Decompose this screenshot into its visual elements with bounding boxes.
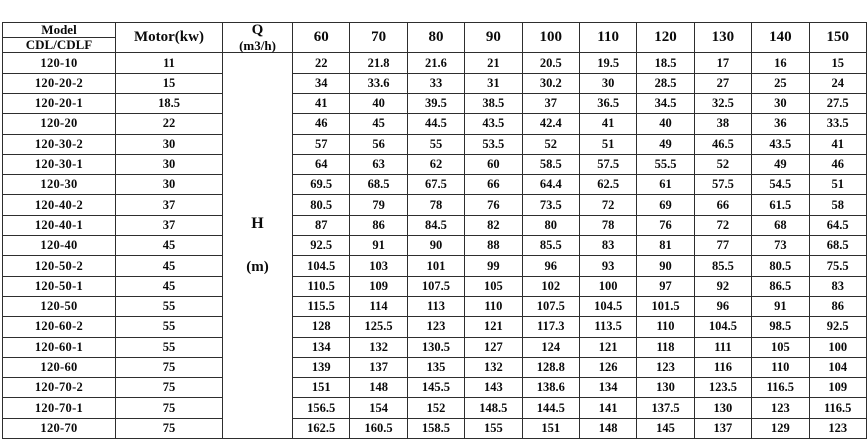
table-row [3,378,867,398]
flow-column-header: 140 [752,23,809,53]
flow-column-header: 110 [579,23,636,53]
head-value-cell: 32.5 [694,93,751,113]
model-cell: 120-60-2 [3,317,116,337]
head-value-cell: 61.5 [752,195,809,215]
head-value-cell: 62.5 [579,175,636,195]
table-header [3,23,867,53]
model-cell: 120-30-2 [3,134,116,154]
head-value-cell: 55 [407,134,464,154]
head-value-cell: 61 [637,175,694,195]
head-value-cell: 30 [752,93,809,113]
head-value-cell: 57 [293,134,350,154]
head-value-cell: 41 [809,134,866,154]
table-row [3,276,867,296]
head-value-cell: 104.5 [579,296,636,316]
head-value-cell: 105 [465,276,522,296]
motor-power-cell: 55 [116,337,223,357]
head-value-cell: 151 [522,418,579,438]
head-value-cell: 109 [809,378,866,398]
table-row [3,53,867,73]
head-value-cell: 58.5 [522,154,579,174]
head-value-cell: 116 [694,357,751,377]
motor-power-cell: 55 [116,317,223,337]
model-cell: 120-50 [3,296,116,316]
head-value-cell: 30.2 [522,73,579,93]
model-cell: 120-70 [3,418,116,438]
head-value-cell: 40 [637,114,694,134]
head-value-cell: 30 [579,73,636,93]
head-value-cell: 100 [809,337,866,357]
model-cell: 120-70-2 [3,378,116,398]
head-value-cell: 145.5 [407,378,464,398]
head-value-cell: 43.5 [752,134,809,154]
head-value-cell: 148 [579,418,636,438]
head-value-cell: 134 [579,378,636,398]
head-value-cell: 101 [407,256,464,276]
model-series-header: CDL/CDLF [3,38,116,53]
head-value-cell: 151 [293,378,350,398]
head-value-cell: 44.5 [407,114,464,134]
head-value-cell: 86 [350,215,407,235]
head-value-cell: 20.5 [522,53,579,73]
head-value-cell: 78 [579,215,636,235]
head-value-cell: 16 [752,53,809,73]
head-value-cell: 58 [809,195,866,215]
head-value-cell: 25 [752,73,809,93]
head-value-cell: 123 [407,317,464,337]
motor-power-cell: 45 [116,256,223,276]
head-value-cell: 46 [293,114,350,134]
head-value-cell: 88 [465,236,522,256]
head-value-cell: 78 [407,195,464,215]
model-cell: 120-60 [3,357,116,377]
head-value-cell: 67.5 [407,175,464,195]
head-value-cell: 128 [293,317,350,337]
head-value-cell: 64.4 [522,175,579,195]
head-value-cell: 99 [465,256,522,276]
head-value-cell: 91 [752,296,809,316]
table-row [3,296,867,316]
head-value-cell: 123 [637,357,694,377]
model-cell: 120-20 [3,114,116,134]
flow-column-header: 130 [694,23,751,53]
flow-symbol: Q [251,22,264,38]
head-value-cell: 130.5 [407,337,464,357]
model-cell: 120-40 [3,236,116,256]
head-value-cell: 123.5 [694,378,751,398]
head-value-cell: 21.6 [407,53,464,73]
head-value-cell: 97 [637,276,694,296]
head-value-cell: 49 [752,154,809,174]
head-value-cell: 83 [579,236,636,256]
head-value-cell: 91 [350,236,407,256]
motor-power-cell: 75 [116,418,223,438]
head-value-cell: 107.5 [522,296,579,316]
head-value-cell: 76 [637,215,694,235]
head-value-cell: 103 [350,256,407,276]
table-row [3,317,867,337]
head-value-cell: 46.5 [694,134,751,154]
head-value-cell: 107.5 [407,276,464,296]
head-value-cell: 15 [809,53,866,73]
head-value-cell: 105 [752,337,809,357]
motor-header: Motor(kw) [116,23,223,53]
head-value-cell: 51 [809,175,866,195]
head-value-cell: 92 [694,276,751,296]
head-value-cell: 33.6 [350,73,407,93]
head-value-cell: 125.5 [350,317,407,337]
head-value-cell: 60 [465,154,522,174]
head-value-cell: 68.5 [350,175,407,195]
head-value-cell: 38 [694,114,751,134]
head-unit: (m) [246,259,269,276]
head-value-cell: 80.5 [752,256,809,276]
head-value-cell: 77 [694,236,751,256]
head-value-cell: 75.5 [809,256,866,276]
motor-power-cell: 18.5 [116,93,223,113]
head-value-cell: 137 [350,357,407,377]
head-value-cell: 110 [465,296,522,316]
motor-power-cell: 22 [116,114,223,134]
model-cell: 120-50-2 [3,256,116,276]
pump-performance-table [2,22,867,439]
head-value-cell: 64.5 [809,215,866,235]
head-value-cell: 110.5 [293,276,350,296]
head-value-cell: 46 [809,154,866,174]
flow-column-header: 150 [809,23,866,53]
head-value-cell: 90 [407,236,464,256]
head-value-cell: 138.6 [522,378,579,398]
head-value-cell: 115.5 [293,296,350,316]
head-value-cell: 116.5 [752,378,809,398]
head-value-cell: 31 [465,73,522,93]
head-value-cell: 143 [465,378,522,398]
head-value-cell: 134 [293,337,350,357]
table-row [3,195,867,215]
motor-power-cell: 55 [116,296,223,316]
head-value-cell: 53.5 [465,134,522,154]
head-value-cell: 124 [522,337,579,357]
motor-power-cell: 75 [116,357,223,377]
head-value-cell: 86 [809,296,866,316]
table-row [3,134,867,154]
head-value-cell: 114 [350,296,407,316]
table-row [3,418,867,438]
flow-column-header: 90 [465,23,522,53]
head-value-cell: 41 [579,114,636,134]
head-value-cell: 22 [293,53,350,73]
head-value-cell: 101.5 [637,296,694,316]
head-value-cell: 116.5 [809,398,866,418]
flow-column-header: 70 [350,23,407,53]
head-value-cell: 52 [694,154,751,174]
head-symbol: H [251,215,264,233]
head-value-cell: 87 [293,215,350,235]
head-value-cell: 104.5 [293,256,350,276]
motor-power-cell: 45 [116,236,223,256]
head-value-cell: 54.5 [752,175,809,195]
head-value-cell: 73.5 [522,195,579,215]
head-value-cell: 28.5 [637,73,694,93]
model-cell: 120-20-1 [3,93,116,113]
table-row [3,215,867,235]
flow-axis-header [223,23,293,53]
head-value-cell: 36 [752,114,809,134]
motor-power-cell: 11 [116,53,223,73]
head-value-cell: 152 [407,398,464,418]
head-value-cell: 69.5 [293,175,350,195]
head-value-cell: 100 [579,276,636,296]
table-row [3,175,867,195]
head-value-cell: 27 [694,73,751,93]
head-value-cell: 129 [752,418,809,438]
head-value-cell: 33.5 [809,114,866,134]
head-value-cell: 55.5 [637,154,694,174]
head-value-cell: 42.4 [522,114,579,134]
model-cell: 120-30 [3,175,116,195]
head-value-cell: 123 [809,418,866,438]
head-value-cell: 148 [350,378,407,398]
model-cell: 120-20-2 [3,73,116,93]
head-value-cell: 85.5 [694,256,751,276]
table-row [3,357,867,377]
flow-column-header: 120 [637,23,694,53]
flow-unit: (m3/h) [239,37,276,53]
motor-power-cell: 75 [116,378,223,398]
model-cell: 120-30-1 [3,154,116,174]
head-value-cell: 111 [694,337,751,357]
motor-power-cell: 37 [116,215,223,235]
head-value-cell: 154 [350,398,407,418]
head-value-cell: 86.5 [752,276,809,296]
head-value-cell: 130 [694,398,751,418]
head-value-cell: 68 [752,215,809,235]
head-value-cell: 104 [809,357,866,377]
head-value-cell: 132 [465,357,522,377]
model-cell: 120-70-1 [3,398,116,418]
model-header: Model [3,23,116,38]
head-value-cell: 52 [522,134,579,154]
head-value-cell: 49 [637,134,694,154]
head-value-cell: 141 [579,398,636,418]
head-value-cell: 72 [579,195,636,215]
head-value-cell: 43.5 [465,114,522,134]
head-value-cell: 96 [522,256,579,276]
table-row [3,256,867,276]
head-value-cell: 69 [637,195,694,215]
model-cell: 120-60-1 [3,337,116,357]
head-value-cell: 90 [637,256,694,276]
head-value-cell: 76 [465,195,522,215]
head-value-cell: 80.5 [293,195,350,215]
head-value-cell: 155 [465,418,522,438]
head-value-cell: 66 [694,195,751,215]
head-value-cell: 82 [465,215,522,235]
head-value-cell: 68.5 [809,236,866,256]
head-value-cell: 104.5 [694,317,751,337]
head-value-cell: 148.5 [465,398,522,418]
head-value-cell: 33 [407,73,464,93]
head-value-cell: 27.5 [809,93,866,113]
motor-power-cell: 30 [116,154,223,174]
head-value-cell: 156.5 [293,398,350,418]
head-value-cell: 80 [522,215,579,235]
head-value-cell: 92.5 [293,236,350,256]
head-value-cell: 144.5 [522,398,579,418]
head-value-cell: 139 [293,357,350,377]
table-row [3,114,867,134]
head-value-cell: 162.5 [293,418,350,438]
head-value-cell: 19.5 [579,53,636,73]
table-row [3,73,867,93]
head-value-cell: 51 [579,134,636,154]
head-value-cell: 121 [579,337,636,357]
head-value-cell: 93 [579,256,636,276]
table-body [3,53,867,439]
head-value-cell: 137 [694,418,751,438]
head-value-cell: 137.5 [637,398,694,418]
head-value-cell: 110 [637,317,694,337]
head-value-cell: 110 [752,357,809,377]
motor-power-cell: 37 [116,195,223,215]
model-cell: 120-50-1 [3,276,116,296]
head-value-cell: 72 [694,215,751,235]
motor-power-cell: 15 [116,73,223,93]
head-value-cell: 40 [350,93,407,113]
head-value-cell: 37 [522,93,579,113]
table-row [3,154,867,174]
head-value-cell: 18.5 [637,53,694,73]
table-row [3,236,867,256]
head-value-cell: 132 [350,337,407,357]
head-value-cell: 36.5 [579,93,636,113]
model-cell: 120-40-1 [3,215,116,235]
head-value-cell: 113 [407,296,464,316]
motor-power-cell: 45 [116,276,223,296]
head-value-cell: 102 [522,276,579,296]
table-row [3,398,867,418]
head-value-cell: 66 [465,175,522,195]
head-value-cell: 109 [350,276,407,296]
head-value-cell: 121 [465,317,522,337]
head-value-cell: 73 [752,236,809,256]
head-value-cell: 126 [579,357,636,377]
motor-power-cell: 75 [116,398,223,418]
flow-column-header: 100 [522,23,579,53]
head-value-cell: 79 [350,195,407,215]
head-value-cell: 62 [407,154,464,174]
head-value-cell: 96 [694,296,751,316]
head-value-cell: 98.5 [752,317,809,337]
head-value-cell: 34 [293,73,350,93]
head-value-cell: 24 [809,73,866,93]
head-value-cell: 81 [637,236,694,256]
flow-column-header: 80 [407,23,464,53]
head-value-cell: 39.5 [407,93,464,113]
head-axis-cell [223,53,293,439]
head-value-cell: 117.3 [522,317,579,337]
head-value-cell: 63 [350,154,407,174]
model-cell: 120-10 [3,53,116,73]
head-value-cell: 145 [637,418,694,438]
motor-power-cell: 30 [116,134,223,154]
head-value-cell: 123 [752,398,809,418]
head-value-cell: 38.5 [465,93,522,113]
flow-column-header: 60 [293,23,350,53]
head-value-cell: 130 [637,378,694,398]
head-value-cell: 64 [293,154,350,174]
head-value-cell: 113.5 [579,317,636,337]
head-value-cell: 85.5 [522,236,579,256]
head-value-cell: 128.8 [522,357,579,377]
head-value-cell: 57.5 [579,154,636,174]
head-value-cell: 127 [465,337,522,357]
header-row-top [3,23,867,38]
head-value-cell: 56 [350,134,407,154]
head-value-cell: 41 [293,93,350,113]
model-cell: 120-40-2 [3,195,116,215]
head-value-cell: 160.5 [350,418,407,438]
head-value-cell: 83 [809,276,866,296]
head-value-cell: 17 [694,53,751,73]
head-value-cell: 34.5 [637,93,694,113]
head-value-cell: 57.5 [694,175,751,195]
head-value-cell: 21.8 [350,53,407,73]
head-value-cell: 21 [465,53,522,73]
head-value-cell: 92.5 [809,317,866,337]
head-value-cell: 45 [350,114,407,134]
table-row [3,337,867,357]
head-value-cell: 158.5 [407,418,464,438]
table-row [3,93,867,113]
motor-power-cell: 30 [116,175,223,195]
head-value-cell: 84.5 [407,215,464,235]
head-value-cell: 118 [637,337,694,357]
head-value-cell: 135 [407,357,464,377]
